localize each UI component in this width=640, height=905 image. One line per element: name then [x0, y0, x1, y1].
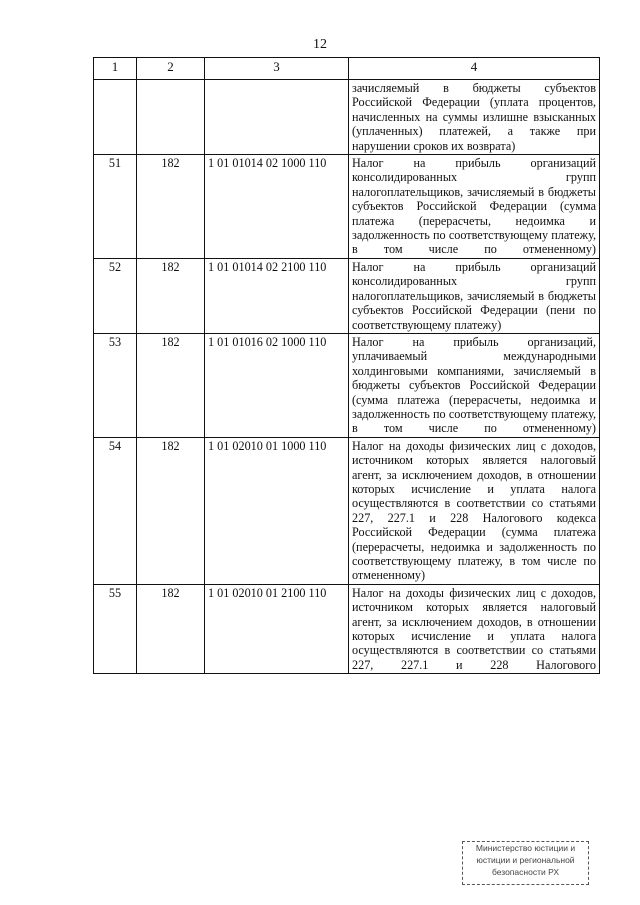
administrator-code: 182 — [137, 437, 205, 584]
stamp-line: Министерство юстиции и — [475, 843, 576, 853]
column-header-2: 2 — [137, 58, 205, 80]
administrator-code: 182 — [137, 258, 205, 333]
column-header-1: 1 — [94, 58, 137, 80]
row-number — [94, 80, 137, 155]
row-number: 52 — [94, 258, 137, 333]
table-row — [94, 258, 600, 333]
revenue-description: Налог на прибыль организаций, уплачиваемый международными холдинговыми компаниями, зачисляемый в бюджеты субъектов Российской Федерации (сумма платежа (перерасчеты, недоимка и задолженность по соответствующему платежу, в том числе по отмененному) — [349, 333, 600, 437]
revenue-description: Налог на доходы физических лиц с доходов, источником которых является налоговый агент, за исключением доходов, в отношении которых исчисление и уплата налога осуществляются в соответствии со статьями 227, 227.1 и 228 Налогового — [349, 584, 600, 673]
revenue-codes-table — [93, 57, 600, 674]
revenue-description: зачисляемый в бюджеты субъектов Российской Федерации (уплата процентов, начисленных на суммы излишне взысканных (уплаченных) платежей, а также при нарушении сроков их возврата) — [349, 80, 600, 155]
row-number: 55 — [94, 584, 137, 673]
administrator-code: 182 — [137, 333, 205, 437]
column-header-3: 3 — [205, 58, 349, 80]
budget-classification-code: 1 01 01014 02 1000 110 — [205, 155, 349, 259]
budget-classification-code: 1 01 02010 01 2100 110 — [205, 584, 349, 673]
administrator-code: 182 — [137, 584, 205, 673]
stamp-line: безопасности РХ — [491, 867, 560, 877]
table-header-row — [94, 58, 600, 80]
budget-classification-code: 1 01 02010 01 1000 110 — [205, 437, 349, 584]
budget-classification-code: 1 01 01014 02 2100 110 — [205, 258, 349, 333]
page-number: 12 — [313, 37, 327, 52]
revenue-description: Налог на прибыль организаций консолидированных групп налогоплательщиков, зачисляемый в бюджеты субъектов Российской Федерации (пени по соответствующему платежу) — [349, 258, 600, 333]
row-number: 54 — [94, 437, 137, 584]
table-row — [94, 584, 600, 673]
column-header-4: 4 — [349, 58, 600, 80]
table-row — [94, 80, 600, 155]
table-row — [94, 437, 600, 584]
table-row — [94, 333, 600, 437]
administrator-code: 182 — [137, 155, 205, 259]
row-number: 51 — [94, 155, 137, 259]
budget-classification-code: 1 01 01016 02 1000 110 — [205, 333, 349, 437]
budget-classification-code — [205, 80, 349, 155]
stamp-line: юстиции и региональной — [476, 855, 575, 865]
administrator-code — [137, 80, 205, 155]
ministry-stamp — [462, 841, 589, 885]
row-number: 53 — [94, 333, 137, 437]
table-row — [94, 155, 600, 259]
revenue-description: Налог на доходы физических лиц с доходов, источником которых является налоговый агент, за исключением доходов, в отношении которых исчисление и уплата налога осуществляются в соответствии со статьями 227, 227.1 и 228 Налогового кодекса Российской Федерации (сумма платежа (перерасчеты, недоимка и задолженность по соответствующему платежу, в том числе по отмененному) — [349, 437, 600, 584]
revenue-description: Налог на прибыль организаций консолидированных групп налогоплательщиков, зачисляемый в бюджеты субъектов Российской Федерации (сумма платежа (перерасчеты, недоимка и задолженность по соответствующему платежу, в том числе по отмененному) — [349, 155, 600, 259]
